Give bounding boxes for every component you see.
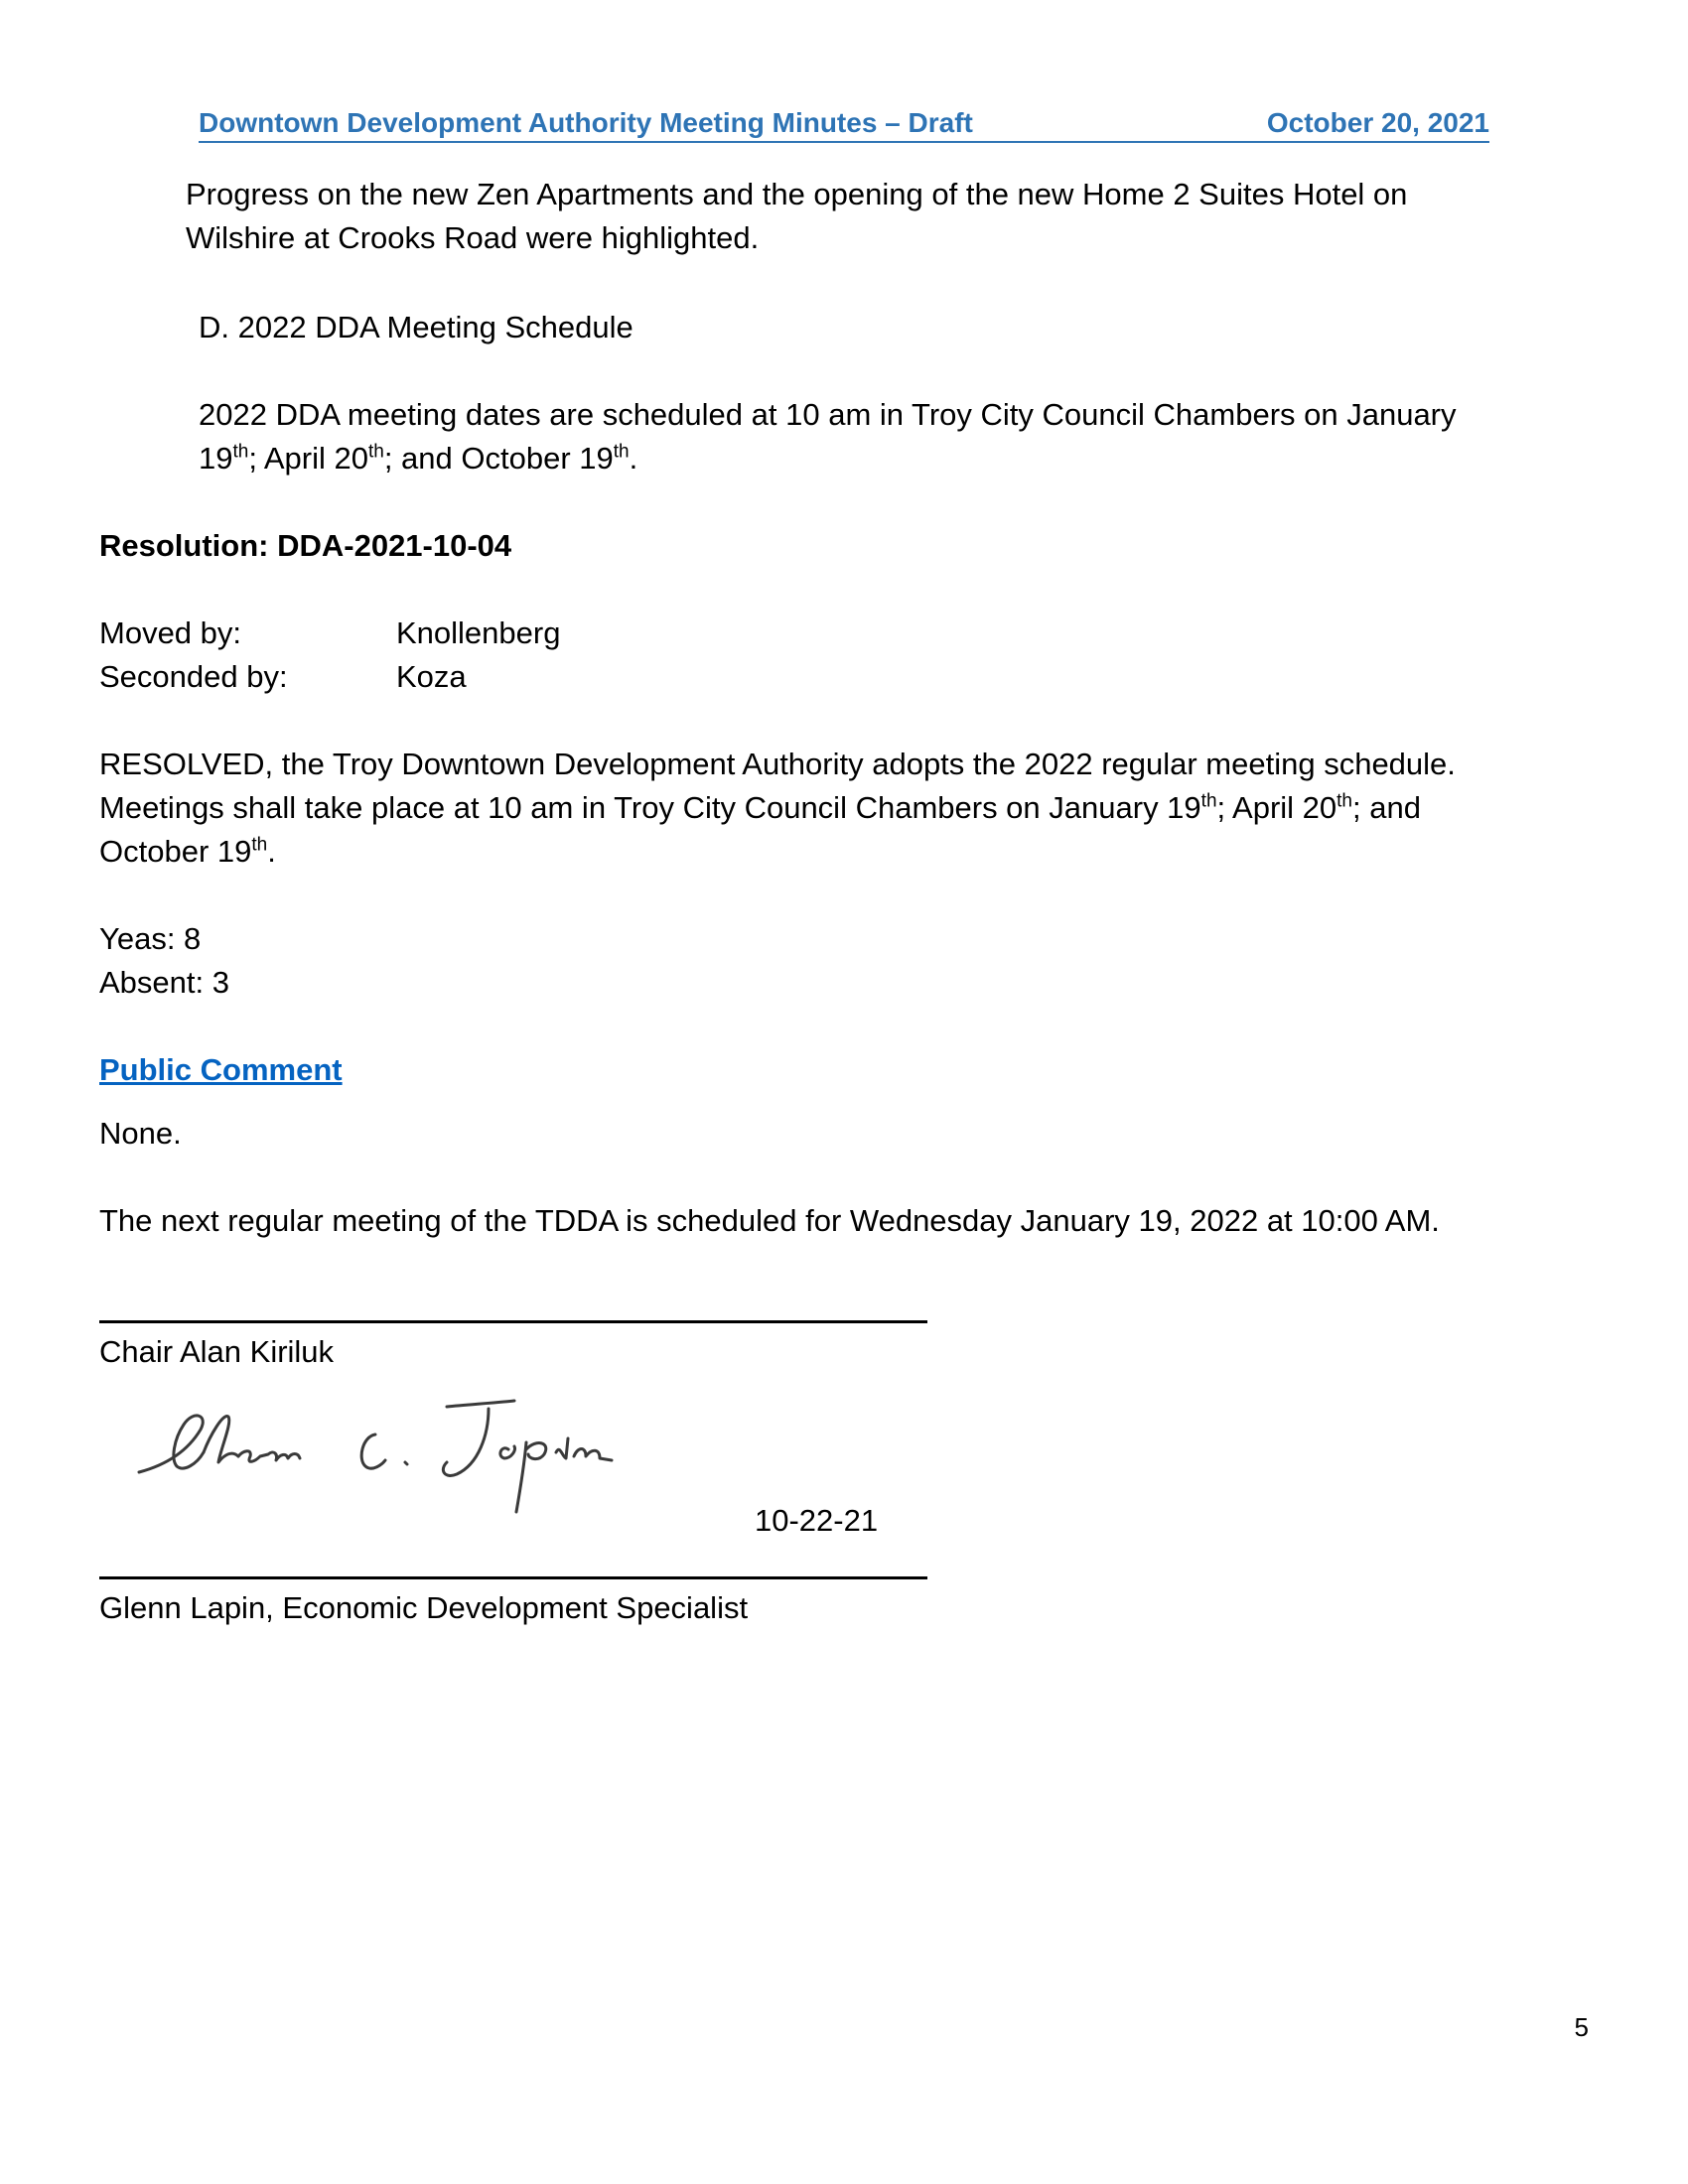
chair-signature-line xyxy=(99,1320,927,1323)
chair-name: Chair Alan Kiriluk xyxy=(99,1334,335,1369)
section-d-line-1: 2022 DDA meeting dates are scheduled at 10 am in Troy City Council Chambers on January xyxy=(199,397,1457,432)
public-comment-text: None. xyxy=(99,1116,182,1151)
moved-by-label: Moved by: xyxy=(99,615,242,650)
resolved-line-3: October 19th. xyxy=(99,834,276,869)
specialist-name: Glenn Lapin, Economic Development Specialist xyxy=(99,1590,749,1625)
header-date: October 20, 2021 xyxy=(1266,107,1489,138)
section-d-line-2: 19th; April 20th; and October 19th. xyxy=(199,441,638,476)
signature-date: 10-22-21 xyxy=(755,1503,879,1538)
resolved-line-1: RESOLVED, the Troy Downtown Development Authority adopts the 2022 regular meeting schedule. xyxy=(99,747,1456,781)
moved-by-value: Knollenberg xyxy=(396,615,561,650)
yeas-count: Yeas: 8 xyxy=(99,921,202,956)
specialist-signature-line xyxy=(99,1576,927,1579)
next-meeting-text: The next regular meeting of the TDDA is scheduled for Wednesday January 19, 2022 at 10:00 AM. xyxy=(99,1203,1440,1238)
seconded-by-label: Seconded by: xyxy=(99,659,288,694)
public-comment-heading[interactable]: Public Comment xyxy=(99,1052,343,1087)
page-header xyxy=(199,101,1489,143)
intro-line-1: Progress on the new Zen Apartments and the opening of the new Home 2 Suites Hotel on xyxy=(186,177,1408,211)
page-number: 5 xyxy=(1574,2012,1589,2042)
seconded-by-value: Koza xyxy=(396,659,467,694)
handwritten-signature xyxy=(129,1395,725,1529)
resolved-line-2: Meetings shall take place at 10 am in Troy City Council Chambers on January 19th; April 20th; and xyxy=(99,790,1421,825)
intro-line-2: Wilshire at Crooks Road were highlighted. xyxy=(186,220,760,255)
resolution-title: Resolution: DDA-2021-10-04 xyxy=(99,528,512,563)
section-d-heading: D. 2022 DDA Meeting Schedule xyxy=(199,310,633,344)
header-title: Downtown Development Authority Meeting Minutes – Draft xyxy=(199,107,973,138)
absent-count: Absent: 3 xyxy=(99,965,229,1000)
